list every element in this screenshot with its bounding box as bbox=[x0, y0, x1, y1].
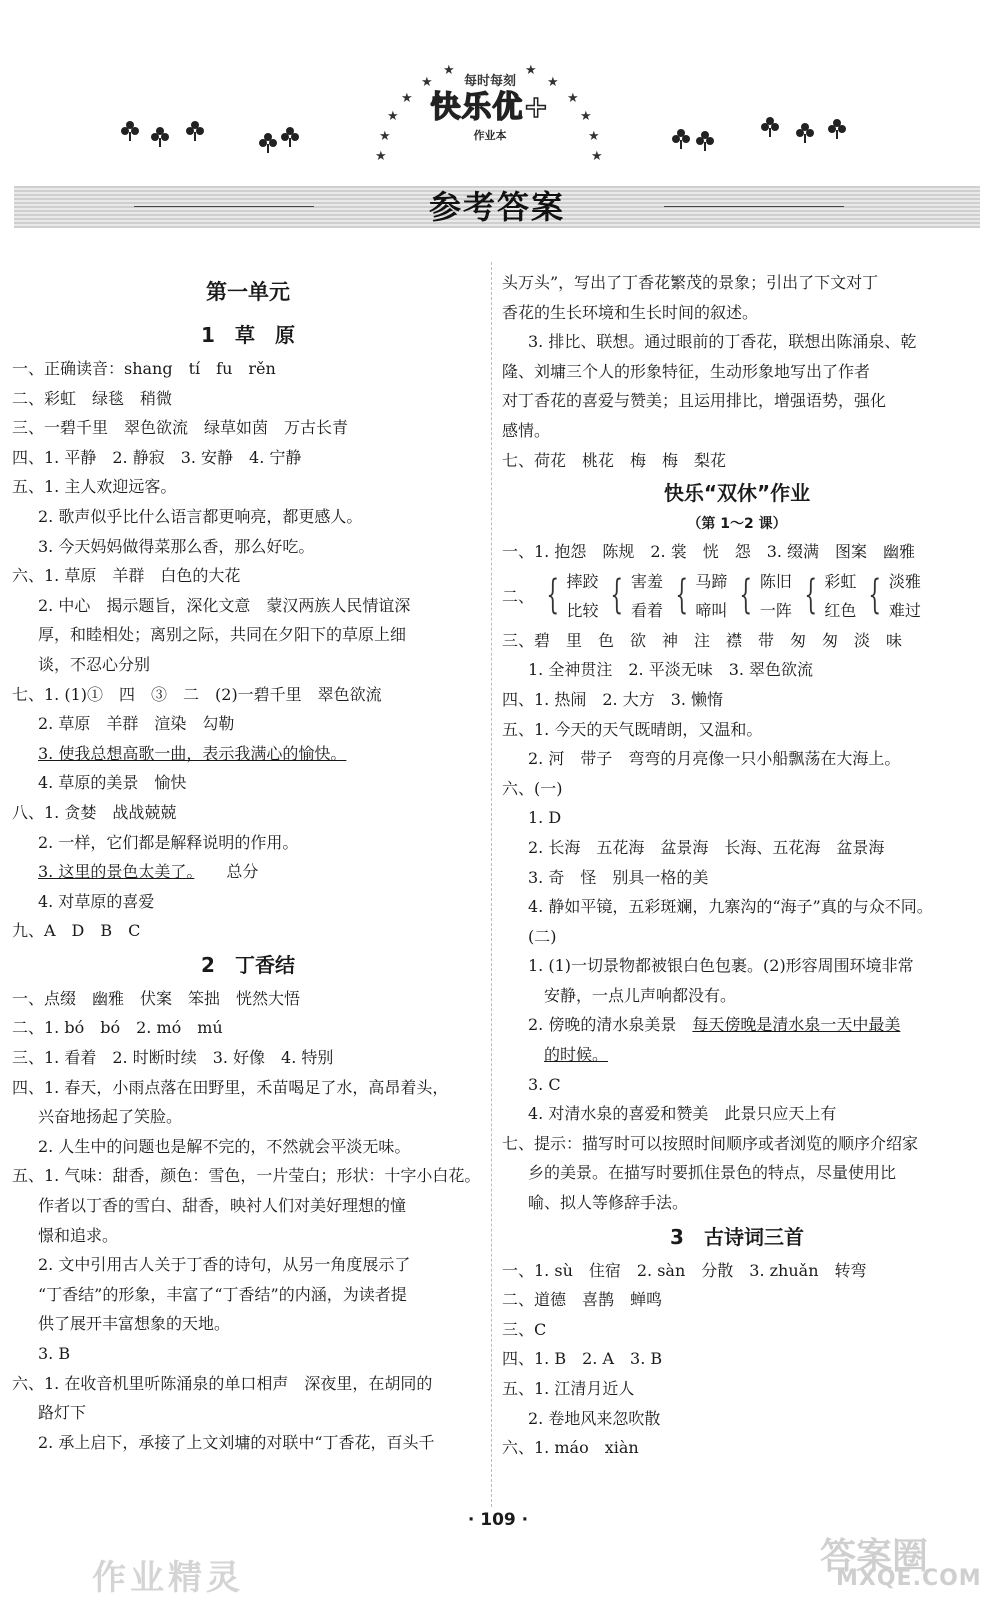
brand-logo bbox=[400, 58, 580, 168]
answer-line: 路灯下 bbox=[38, 1403, 87, 1423]
svg-text:★: ★ bbox=[387, 109, 399, 124]
answer-line: 六、1. 在收音机里听陈涌泉的单口相声 深夜里，在胡同的 bbox=[12, 1373, 433, 1393]
answer-line: 3. B bbox=[38, 1344, 71, 1363]
answer-line: 二、道德 喜鹊 蝉鸣 bbox=[502, 1290, 663, 1310]
answer-line: 一、正确读音：shang tí fu rěn bbox=[12, 359, 276, 378]
title-banner bbox=[14, 186, 980, 228]
answer-line: 谈，不忍心分别 bbox=[38, 654, 151, 674]
pair-word: 陈旧 bbox=[759, 571, 792, 591]
answer-line: 4. 对草原的喜爱 bbox=[38, 891, 155, 911]
pair-word: 看着 bbox=[630, 601, 663, 621]
answer-line: 七、提示：描写时可以按照时间顺序或者浏览的顺序介绍家 bbox=[502, 1133, 919, 1153]
word-pair bbox=[862, 567, 920, 626]
pair-word: 彩虹 bbox=[824, 571, 857, 591]
answer-line: 香花的生长环境和生长时间的叙述。 bbox=[502, 302, 759, 322]
svg-text:★: ★ bbox=[588, 129, 600, 144]
page-header bbox=[0, 0, 996, 240]
answer-line: 作者以丁香的雪白、甜香，映衬人们对美好理想的憧 bbox=[38, 1196, 407, 1216]
word-pair bbox=[540, 567, 598, 626]
answer-line: 2. 草原 羊群 渲染 勾勒 bbox=[38, 714, 235, 734]
svg-text:★: ★ bbox=[580, 109, 592, 124]
answer-line: “丁香结”的形象，丰富了“丁香结”的内涵，为读者提 bbox=[38, 1284, 407, 1304]
pair-word: 比较 bbox=[566, 601, 599, 621]
answer-line: 1. D bbox=[528, 808, 562, 828]
word-pair bbox=[733, 567, 791, 626]
answer-line: 2. 河 带子 弯弯的月亮像一只小船飘荡在大海上。 bbox=[528, 749, 901, 769]
page-title: 参考答案 bbox=[428, 188, 565, 226]
brace-symbol: { bbox=[868, 571, 882, 618]
logo-title: 快乐优+ bbox=[430, 90, 550, 125]
answer-line bbox=[12, 857, 484, 887]
answer-line: 1. (1)一切景物都被银白色包裹。(2)形容周围环境非常 bbox=[528, 956, 914, 976]
answer-line: 三、碧 里 色 欲 神 注 襟 带 匆 匆 淡 味 bbox=[502, 630, 903, 650]
answer-line: 四、1. 热闹 2. 大方 3. 懒惰 bbox=[502, 689, 724, 709]
svg-text:★: ★ bbox=[525, 63, 537, 78]
answer-line: 对丁香花的喜爱与赞美；且运用排比，增强语势，强化 bbox=[502, 391, 887, 411]
answer-line bbox=[502, 1040, 972, 1070]
answer-line: 2. 长海 五花海 盆景海 长海、五花海 盆景海 bbox=[528, 837, 885, 857]
answer-line: 2. 文中引用古人关于丁香的诗句，从另一角度展示了 bbox=[38, 1255, 411, 1275]
answer-line: 2. 承上启下，承接了上文刘墉的对联中“丁香花，百头千 bbox=[38, 1432, 435, 1452]
answer-line: 六、1. máo xiàn bbox=[502, 1438, 639, 1458]
answer-line: 四、1. B 2. A 3. B bbox=[502, 1349, 663, 1369]
svg-text:★: ★ bbox=[443, 63, 455, 78]
answer-line: 二、彩虹 绿毯 稍微 bbox=[12, 388, 173, 408]
weekend-subheading: （第 1～2 课） bbox=[687, 516, 787, 533]
brace-symbol: { bbox=[675, 571, 689, 618]
answer-line: 头万头”，写出了丁香花繁茂的景象；引出了下文对丁 bbox=[502, 273, 879, 292]
watermark-bottom-right: 答案圈 bbox=[820, 1536, 929, 1577]
watermark-site: MXQE.COM bbox=[836, 1566, 982, 1591]
left-column bbox=[12, 268, 484, 1457]
answer-line: 一、点缀 幽雅 伏案 笨拙 恍然大悟 bbox=[12, 988, 301, 1008]
right-column bbox=[502, 268, 972, 1463]
answer-line: 安静，一点儿声响都没有。 bbox=[544, 985, 737, 1005]
lesson-heading: 1 草 原 bbox=[201, 323, 295, 347]
answer-line: 4. 静如平镜，五彩斑斓，九寨沟的“海子”真的与众不同。 bbox=[528, 897, 933, 917]
word-pair bbox=[669, 567, 727, 626]
word-pair bbox=[604, 567, 662, 626]
answer-line: 七、1. (1)① 四 ③ 二 (2)一碧千里 翠色欲流 bbox=[12, 684, 382, 704]
weekend-heading: 快乐“双休”作业 bbox=[663, 481, 811, 506]
answer-line bbox=[502, 1010, 972, 1040]
pair-word: 摔跤 bbox=[566, 571, 599, 591]
answer-line: 五、1. 主人欢迎远客。 bbox=[12, 477, 177, 497]
answer-line: 四、1. 平静 2. 静寂 3. 安静 4. 宁静 bbox=[12, 447, 302, 467]
answer-line: 乡的美景。在描写时要抓住景色的特点，尽量使用比 bbox=[528, 1163, 897, 1183]
underlined-answer: 3. 使我总想高歌一曲，表示我满心的愉快。 bbox=[38, 743, 347, 763]
answer-line: 一、1. sù 住宿 2. sàn 分散 3. zhuǎn 转弯 bbox=[502, 1260, 867, 1280]
answer-line: 4. 草原的美景 愉快 bbox=[38, 773, 187, 793]
underlined-answer: 的时候。 bbox=[544, 1045, 609, 1065]
answer-line: 1. 全神贯注 2. 平淡无味 3. 翠色欲流 bbox=[528, 660, 814, 680]
answer-line: 九、A D B C bbox=[12, 921, 141, 941]
pair-word: 一阵 bbox=[759, 601, 792, 621]
answer-line: 2. 卷地风来忽吹散 bbox=[528, 1408, 661, 1428]
answer-line: 三、C bbox=[502, 1319, 547, 1339]
answer-line: 四、1. 春天，小雨点落在田野里，禾苗喝足了水，高昂着头， bbox=[12, 1077, 449, 1097]
answer-line: 七、荷花 桃花 梅 梅 梨花 bbox=[502, 450, 727, 470]
brace-symbol: { bbox=[546, 571, 560, 618]
answer-line: 二、1. bó bó 2. mó mú bbox=[12, 1018, 223, 1038]
brace-symbol: { bbox=[804, 571, 817, 618]
lesson-heading: 3 古诗词三首 bbox=[670, 1224, 804, 1249]
logo-subtitle: 作业本 bbox=[473, 129, 507, 142]
logo-tagline: 每时每刻 bbox=[463, 74, 516, 89]
answer-line: 喻、拟人等修辞手法。 bbox=[528, 1193, 689, 1213]
answer-text: 总分 bbox=[226, 862, 259, 882]
answer-line: 五、1. 气味：甜香，颜色：雪色，一片莹白；形状：十字小白花。 bbox=[12, 1166, 481, 1186]
answer-line: (二) bbox=[528, 926, 557, 946]
svg-text:★: ★ bbox=[567, 91, 579, 106]
svg-text:★: ★ bbox=[379, 129, 391, 144]
answer-line: 憬和追求。 bbox=[38, 1225, 119, 1245]
answer-line: 厚，和睦相处；离别之际，共同在夕阳下的草原上细 bbox=[38, 625, 407, 645]
column-divider bbox=[491, 262, 492, 1507]
answer-line: 感情。 bbox=[502, 420, 551, 440]
word-pair bbox=[798, 567, 856, 626]
answer-line: 一、1. 抱怨 陈规 2. 裳 恍 怨 3. 缀满 图案 幽雅 bbox=[502, 542, 916, 562]
answer-line: 六、1. 草原 羊群 白色的大花 bbox=[12, 566, 241, 586]
svg-text:★: ★ bbox=[591, 149, 603, 164]
svg-text:★: ★ bbox=[375, 149, 387, 164]
brace-symbol: { bbox=[739, 571, 753, 618]
answer-line: 隆、刘墉三个人的形象特征，生动形象地写出了作者 bbox=[502, 361, 871, 381]
svg-text:★: ★ bbox=[401, 91, 413, 106]
watermark-bottom-left: 作业精灵 bbox=[92, 1558, 244, 1598]
answer-line: 3. C bbox=[528, 1074, 561, 1094]
pair-word: 淡雅 bbox=[888, 571, 921, 591]
answer-line: 3. 排比、联想。通过眼前的丁香花，联想出陈涌泉、乾 bbox=[528, 332, 917, 352]
answer-line: 供了展开丰富想象的天地。 bbox=[38, 1314, 231, 1334]
brace-symbol: { bbox=[610, 571, 624, 618]
page-number: · 109 · bbox=[467, 1510, 529, 1530]
answer-line: 六、(一) bbox=[502, 778, 563, 798]
word-pair-row bbox=[502, 567, 972, 626]
pair-word: 马蹄 bbox=[695, 571, 728, 591]
clover-decoration-left bbox=[110, 112, 320, 162]
underlined-answer: 3. 这里的景色太美了。 bbox=[38, 862, 195, 882]
answer-line: 2. 一样，它们都是解释说明的作用。 bbox=[38, 832, 299, 852]
answer-line: 2. 歌声似乎比什么语言都更响亮，都更感人。 bbox=[38, 506, 363, 526]
answer-line: 五、1. 江清月近人 bbox=[502, 1379, 635, 1398]
answer-line: 3. 今天妈妈做得菜那么香，那么好吃。 bbox=[38, 536, 315, 556]
answer-line: 3. 奇 怪 别具一格的美 bbox=[528, 867, 709, 887]
answer-line: 2. 人生中的问题也是解不完的，不然就会平淡无味。 bbox=[38, 1136, 411, 1156]
answer-text: 2. 傍晚的清水泉美景 bbox=[528, 1015, 677, 1035]
answer-line: 五、1. 今天的天气既晴朗，又温和。 bbox=[502, 719, 763, 739]
clover-decoration-right bbox=[665, 110, 865, 160]
pair-word: 害羞 bbox=[630, 571, 663, 591]
answer-line: 兴奋地扬起了笑脸。 bbox=[38, 1107, 183, 1127]
answer-line: 八、1. 贪婪 战战兢兢 bbox=[12, 802, 177, 822]
answer-line: 4. 对清水泉的喜爱和赞美 此景只应天上有 bbox=[528, 1104, 837, 1124]
answer-line: 2. 中心 揭示题旨，深化文意 蒙汉两族人民情谊深 bbox=[38, 595, 411, 615]
svg-text:★: ★ bbox=[547, 75, 559, 90]
unit-heading: 第一单元 bbox=[206, 280, 290, 304]
svg-text:★: ★ bbox=[421, 75, 433, 90]
underlined-answer: 每天傍晚是清水泉一天中最美 bbox=[692, 1015, 901, 1035]
answer-line bbox=[12, 739, 484, 769]
question-label: 二、 bbox=[502, 586, 535, 606]
answer-line: 三、1. 看着 2. 时断时续 3. 好像 4. 特别 bbox=[12, 1048, 334, 1068]
answer-line: 三、一碧千里 翠色欲流 绿草如茵 万古长青 bbox=[12, 418, 349, 438]
lesson-heading: 2 丁香结 bbox=[201, 952, 295, 977]
pair-word: 红色 bbox=[824, 601, 857, 621]
pair-word: 啼叫 bbox=[695, 601, 728, 621]
pair-word: 难过 bbox=[888, 601, 921, 621]
